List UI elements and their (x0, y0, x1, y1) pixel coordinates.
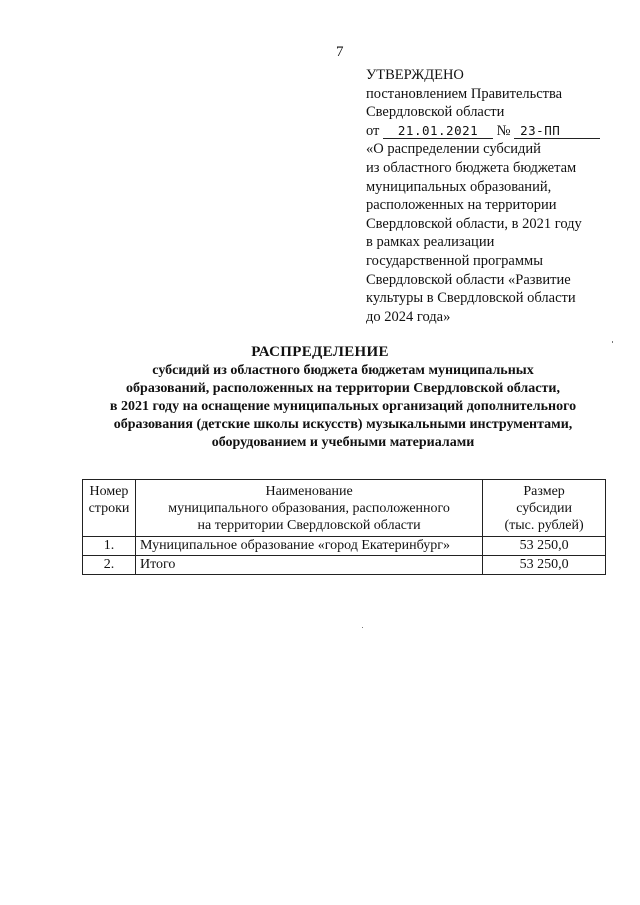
approval-date-line (366, 122, 616, 141)
resolution-title-line: государственной программы (366, 252, 543, 269)
header-amount (483, 480, 606, 537)
row-name: Итого (135, 556, 482, 575)
resolution-date: 21.01.2021 (383, 123, 493, 139)
scan-speck (362, 627, 363, 628)
subtitle-line: в 2021 году на оснащение муниципальных организаций дополнительного (109, 399, 577, 414)
resolution-title-line: «О распределении субсидий (366, 141, 541, 158)
table-row (83, 537, 606, 556)
resolution-title-line: Свердловской области «Развитие (366, 271, 571, 288)
row-number: 2. (83, 556, 136, 575)
header-text: (тыс. рублей) (504, 518, 584, 533)
resolution-title-line: из областного бюджета бюджетам (366, 159, 577, 176)
resolution-title-line: муниципальных образований, (366, 178, 552, 195)
header-text: Размер (523, 484, 565, 499)
date-prefix: от (366, 122, 380, 139)
approval-line-2: Свердловской области (366, 104, 505, 121)
resolution-title-line: культуры в Свердловской области (366, 290, 576, 307)
header-text: Номер (89, 484, 129, 499)
document-title: РАСПРЕДЕЛЕНИЕ (251, 344, 389, 360)
approval-block (366, 66, 616, 326)
document-subtitle (78, 362, 608, 452)
resolution-title-line: расположенных на территории (366, 197, 557, 214)
header-text: муниципального образования, расположенного (168, 501, 450, 516)
subtitle-line: оборудованием и учебными материалами (211, 435, 475, 450)
header-text: субсидии (516, 501, 572, 516)
header-number (83, 480, 136, 537)
row-name: Муниципальное образование «город Екатеринбург» (135, 537, 482, 556)
subsidy-table (82, 479, 606, 575)
subtitle-line: субсидий из областного бюджета бюджетам муниципальных (152, 363, 534, 378)
table-row (83, 556, 606, 575)
subtitle-line: образований, расположенных на территории Свердловской области, (126, 381, 560, 396)
number-prefix: № (496, 122, 511, 139)
row-amount: 53 250,0 (483, 537, 606, 556)
subtitle-line: образования (детские школы искусств) музыкальными инструментами, (113, 417, 573, 432)
table-header-row (83, 480, 606, 537)
header-name (135, 480, 482, 537)
scan-speck (612, 341, 613, 343)
page-number: 7 (336, 44, 344, 60)
row-amount: 53 250,0 (483, 556, 606, 575)
approval-line-1: постановлением Правительства (366, 85, 563, 102)
resolution-title-line: до 2024 года» (366, 308, 451, 325)
resolution-title-line: Свердловской области, в 2021 году (366, 215, 582, 232)
approval-heading: УТВЕРЖДЕНО (366, 67, 464, 83)
row-number: 1. (83, 537, 136, 556)
resolution-title-line: в рамках реализации (366, 234, 495, 251)
header-text: на территории Свердловской области (197, 518, 421, 533)
resolution-number: 23-ПП (514, 123, 600, 139)
header-text: Наименование (265, 484, 353, 499)
header-text: строки (88, 501, 130, 516)
